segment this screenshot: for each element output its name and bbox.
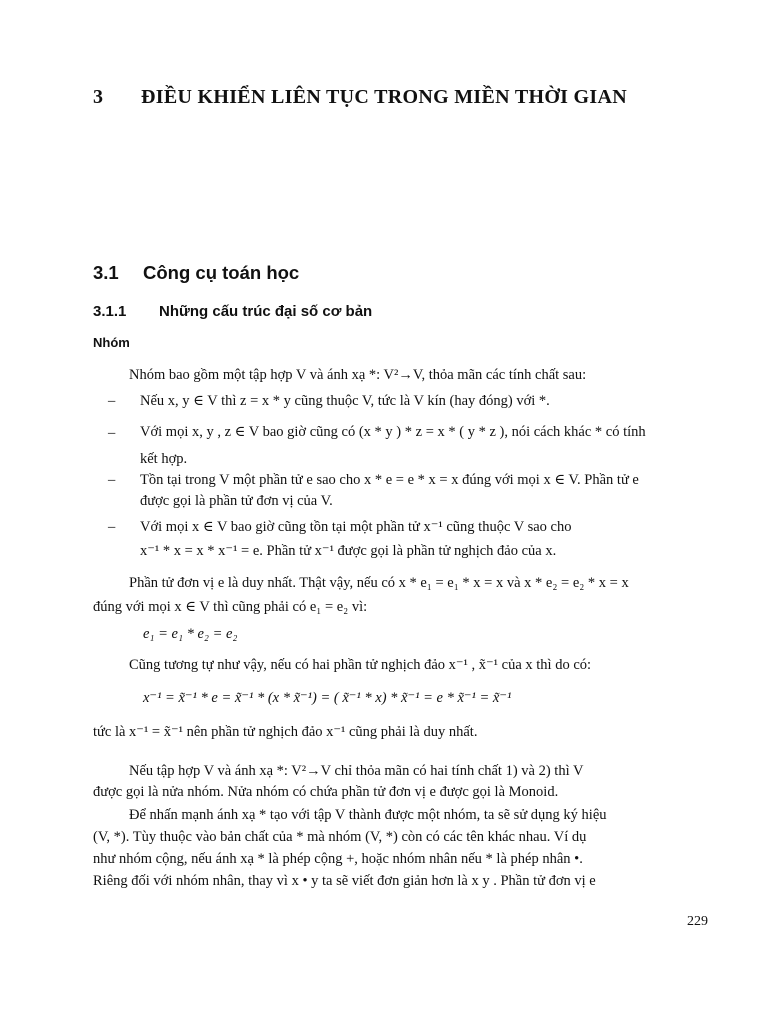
section-number: 3.1 [93,262,119,283]
paragraph-heading: Nhóm [93,335,130,350]
chapter-title: ĐIỀU KHIỂN LIÊN TỤC TRONG MIỀN THỜI GIAN [141,86,627,108]
bullet-marker: – [108,393,116,409]
text-line: Cũng tương tự như vậy, nếu có hai phần tử nghịch đảo x⁻¹ , x̃⁻¹ của x thì do có: [129,657,592,673]
text-line: Nếu x, y ∈ V thì z = x * y cũng thuộc V, tức là V kín (hay đóng) với *. [140,393,550,409]
section-heading [93,262,299,284]
text-line: (V, *). Tùy thuộc vào bản chất của * mà nhóm (V, *) còn có các tên khác nhau. Ví dụ [93,829,587,845]
text-line: như nhóm cộng, nếu ánh xạ * là phép cộng +, hoặc nhóm nhân nếu * là phép nhân •. [93,851,583,867]
text-line: được gọi là phần tử đơn vị của V. [140,493,333,509]
text-line: Riêng đối với nhóm nhân, thay vì x • y ta sẽ viết đơn giản hơn là x y . Phần tử đơn vị e [93,873,596,889]
equation: x⁻¹ = x̃⁻¹ * e = x̃⁻¹ * (x * x̃⁻¹) = ( x̃⁻¹ * x) * x̃⁻¹ = e * x̃⁻¹ = x̃⁻¹ [143,690,512,706]
text-line: được gọi là nửa nhóm. Nửa nhóm có chứa phần tử đơn vị e được gọi là Monoid. [93,784,559,800]
page-number: 229 [687,914,708,929]
text-line: kết hợp. [140,451,188,467]
bullet-marker: – [108,425,116,441]
text-line: Với mọi x ∈ V bao giờ cũng tồn tại một phần tử x⁻¹ cũng thuộc V sao cho [140,519,572,535]
chapter-heading [93,86,627,109]
section-title: Công cụ toán học [143,262,300,283]
subsection-title: Những cấu trúc đại số cơ bản [159,303,373,320]
text-line: Phần tử đơn vị e là duy nhất. Thật vậy, nếu có x * e₁ = e₁ * x = x và x * e₂ = e₂ * x = x [129,575,629,591]
text-line: Với mọi x, y , z ∈ V bao giờ cũng có (x * y ) * z = x * ( y * z ), nói cách khác * có tính [140,424,646,440]
text-line: tức là x⁻¹ = x̃⁻¹ nên phần tử nghịch đảo x⁻¹ cũng phải là duy nhất. [93,724,478,740]
subsection-heading [93,303,372,320]
text-line: x⁻¹ * x = x * x⁻¹ = e. Phần tử x⁻¹ được gọi là phần tử nghịch đảo của x. [140,543,557,559]
text-line: Tồn tại trong V một phần tử e sao cho x * e = e * x = x đúng với mọi x ∈ V. Phần tử e [140,472,639,488]
chapter-number: 3 [93,86,104,108]
text-line: Nếu tập hợp V và ánh xạ *: V²→V chỉ thỏa mãn có hai tính chất 1) và 2) thì V [129,763,584,779]
bullet-marker: – [108,472,116,488]
equation: e₁ = e₁ * e₂ = e₂ [143,626,238,642]
text-line: Nhóm bao gồm một tập hợp V và ánh xạ *: V²→V, thỏa mãn các tính chất sau: [129,367,587,383]
text-line: đúng với mọi x ∈ V thì cũng phải có e₁ = e₂ vì: [93,599,368,615]
subsection-number: 3.1.1 [93,303,127,320]
text-line: Để nhấn mạnh ánh xạ * tạo với tập V thành được một nhóm, ta sẽ sử dụng ký hiệu [129,807,607,823]
bullet-marker: – [108,519,116,535]
